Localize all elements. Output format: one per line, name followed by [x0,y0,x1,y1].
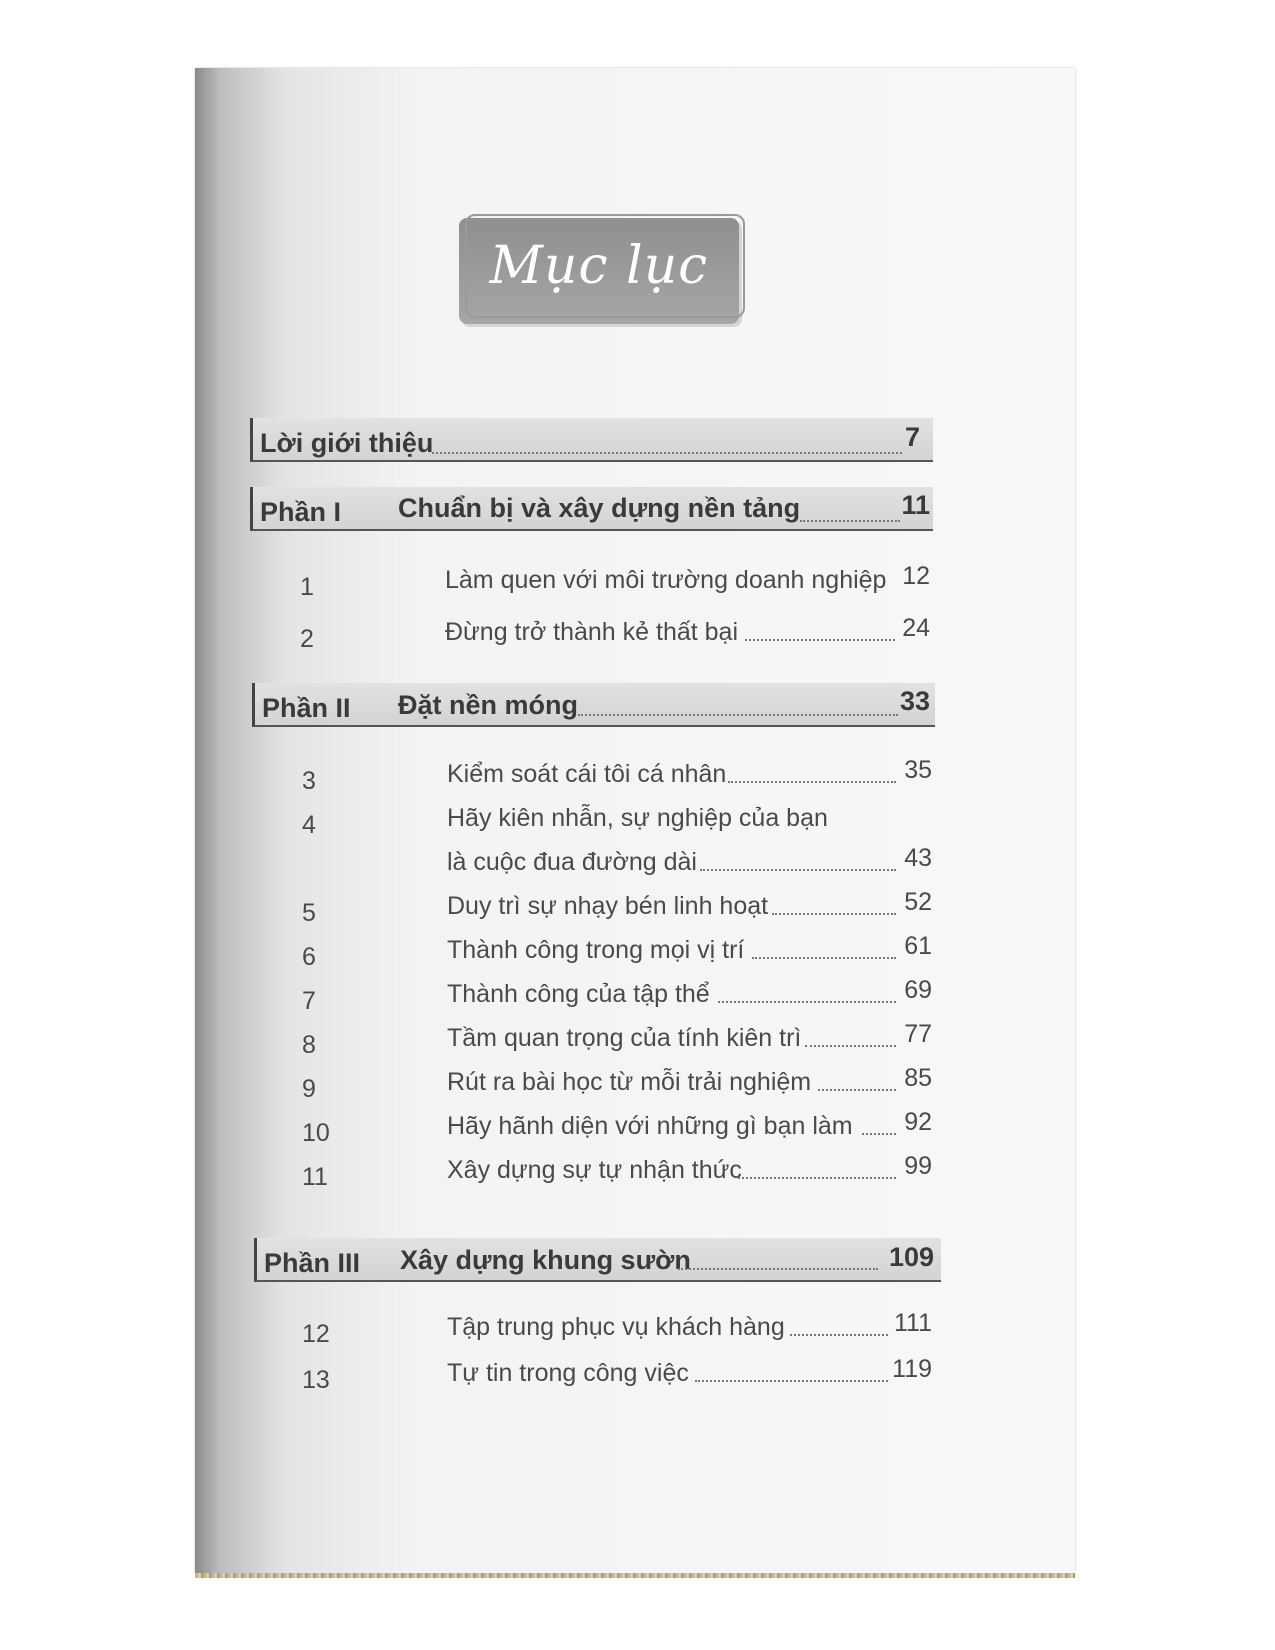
chapter-7-number: 7 [302,987,316,1015]
chapter-1-title: Làm quen với môi trường doanh nghiệp [445,566,887,594]
chapter-10-number: 10 [302,1119,330,1147]
part-2-band [252,683,935,727]
part-2-title: Đặt nền móng [398,690,578,720]
intro-page: 7 [904,422,920,452]
chapter-9-page: 85 [904,1064,932,1092]
part-3-page: 109 [888,1242,934,1272]
chapter-6-page: 61 [904,932,932,960]
chapter-4-page: 43 [904,844,932,872]
chapter-3-title: Kiểm soát cái tôi cá nhân [447,760,727,788]
chapter-2-number: 2 [300,625,314,653]
chapter-13-leader-dots [695,1380,888,1382]
chapter-10-title: Hãy hãnh diện với những gì bạn làm [447,1112,853,1140]
chapter-5-title: Duy trì sự nhạy bén linh hoạt [447,892,769,920]
chapter-6-title: Thành công trong mọi vị trí [447,936,745,964]
chapter-4-title-line2: là cuộc đua đường dài [447,848,697,876]
part-3-label: Phần III [264,1248,361,1278]
chapter-5-number: 5 [302,899,316,927]
chapter-3-number: 3 [302,767,316,795]
part-2-page: 33 [899,686,930,716]
chapter-12-number: 12 [302,1320,330,1348]
chapter-9-title: Rút ra bài học từ mỗi trải nghiệm [447,1068,812,1096]
chapter-8-page: 77 [904,1020,932,1048]
intro-leader-dots [432,452,902,454]
chapter-12-page: 111 [893,1309,932,1337]
intro-label: Lời giới thiệu [260,428,434,458]
chapter-4-number: 4 [302,811,316,839]
chapter-11-number: 11 [302,1163,328,1191]
title-plate [459,218,739,324]
part-1-title: Chuẩn bị và xây dựng nền tảng [398,493,801,523]
part-1-page: 11 [901,490,930,520]
part-2-leader-dots [578,714,898,716]
part-3-title: Xây dựng khung sườn [400,1245,691,1275]
chapter-13-number: 13 [302,1366,330,1394]
chapter-11-title: Xây dựng sự tự nhận thức [447,1156,742,1184]
chapter-8-title: Tầm quan trọng của tính kiên trì [447,1024,802,1052]
chapter-2-title: Đừng trở thành kẻ thất bại [445,618,739,646]
chapter-12-title: Tập trung phục vụ khách hàng [447,1313,785,1341]
page-edge [195,1573,1075,1578]
part-3-leader-dots [678,1268,878,1270]
chapter-13-title: Tự tin trong công việc [447,1359,689,1387]
chapter-1-page: 12 [902,562,930,590]
chapter-8-number: 8 [302,1031,316,1059]
chapter-1-number: 1 [300,573,314,601]
page-title: Mục lục [489,236,709,296]
chapter-3-leader-dots [728,781,896,783]
chapter-5-page: 52 [904,888,932,916]
chapter-2-page: 24 [902,614,930,642]
part-1-label: Phần I [260,497,342,527]
chapter-7-leader-dots [718,1001,896,1003]
chapter-7-page: 69 [904,976,932,1004]
part-2-label: Phần II [262,693,351,723]
chapter-4-title: Hãy kiên nhẫn, sự nghiệp của bạn [447,804,828,832]
chapter-11-page: 99 [904,1152,932,1180]
chapter-10-page: 92 [904,1108,932,1136]
chapter-3-page: 35 [904,756,932,784]
chapter-4-leader-dots [700,869,896,871]
chapter-9-number: 9 [302,1075,316,1103]
chapter-7-title: Thành công của tập thể [447,980,710,1008]
chapter-13-page: 119 [892,1355,932,1383]
chapter-6-number: 6 [302,943,316,971]
